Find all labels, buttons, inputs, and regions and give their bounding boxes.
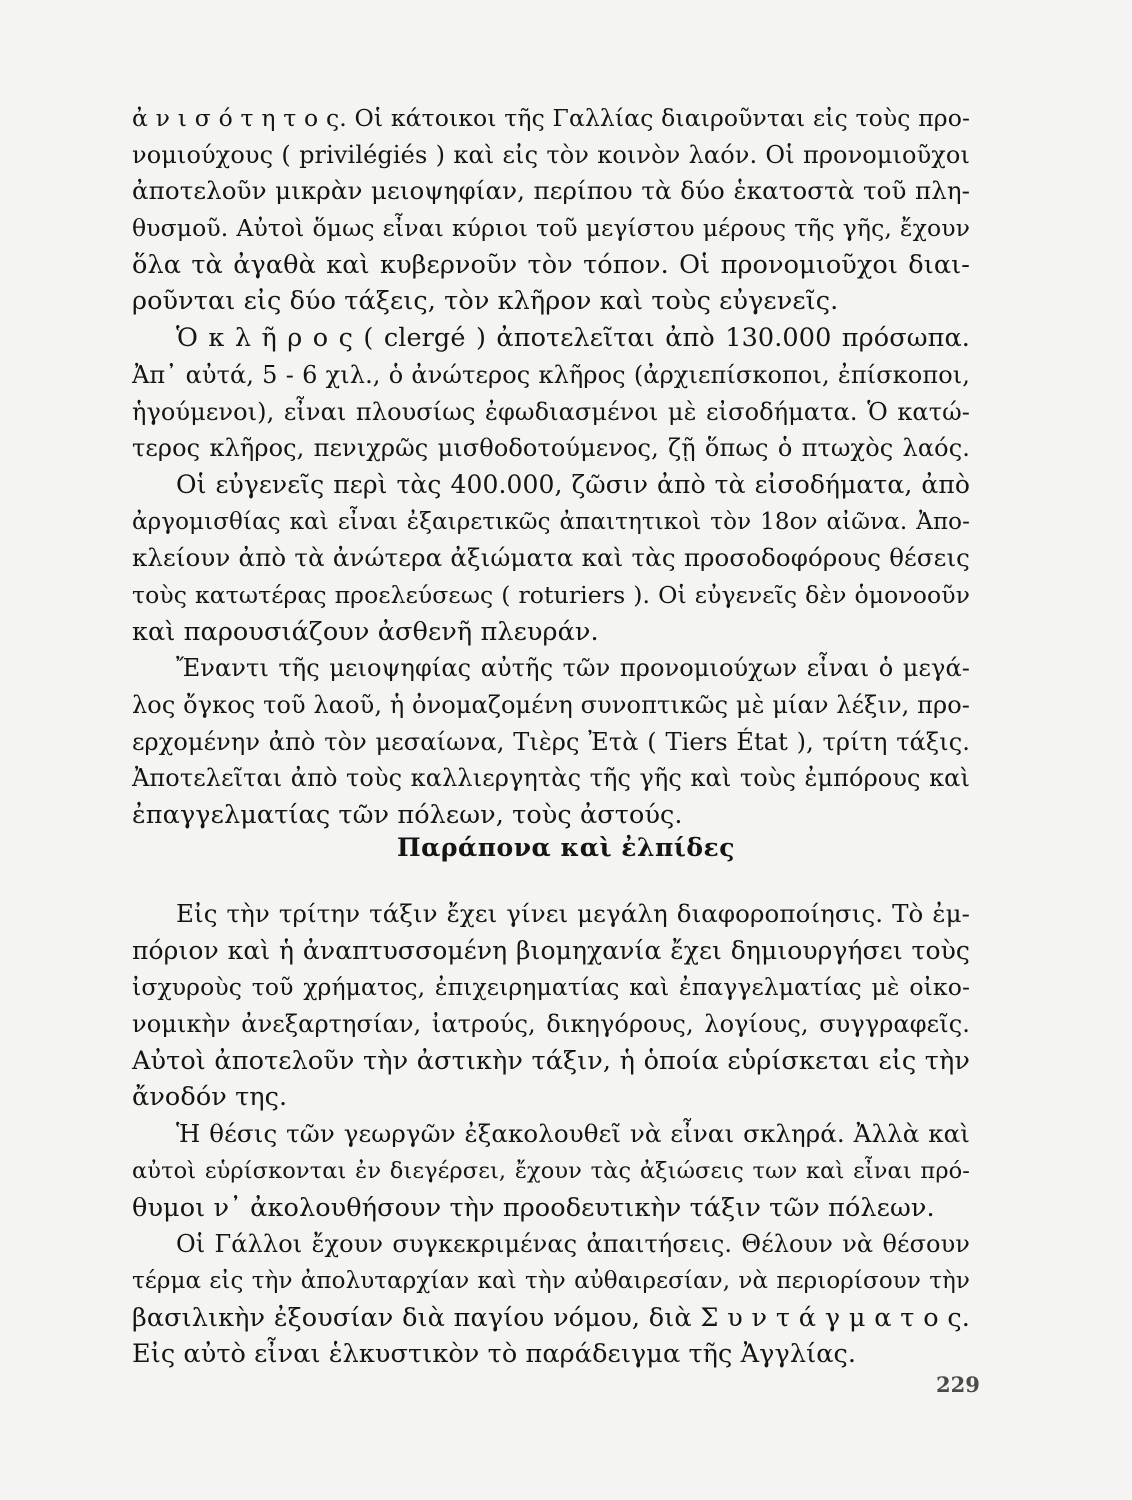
section-heading: Παράπονα καὶ ἐλπίδες <box>397 833 735 862</box>
text-line: τερος κλῆρος, πενιχρῶς μισθοδοτούμενος, ζῇ ὅπως ὁ πτωχὸς λαός. <box>132 434 970 463</box>
text-line: Αὐτοὶ ἀποτελοῦν τὴν ἀστικὴν τάξιν, ἡ ὁποία εὑρίσκεται εἰς τὴν <box>132 1045 970 1076</box>
text-line: Οἱ Γάλλοι ἔχουν συγκεκριμένας ἀπαιτήσεις. Θέλουν νὰ θέσουν <box>176 1230 970 1259</box>
text-line: νομιούχους ( privilégiés ) καὶ εἰς τὸν κοινὸν λαόν. Οἱ προνομιοῦχοι <box>132 140 970 169</box>
text-line: Ἀποτελεῖται ἀπὸ τοὺς καλλιεργητὰς τῆς γῆς καὶ τοὺς ἐμπόρους καὶ <box>132 764 970 793</box>
text-line: βασιλικὴν ἐξουσίαν διὰ παγίου νόμου, διὰ Σ υ ν τ ά γ μ α τ ο ς. <box>132 1302 970 1333</box>
text-line: ἀργομισθίας καὶ εἶναι ἐξαιρετικῶς ἀπαιτητικοὶ τὸν 18ον αἰῶνα. Ἀπο- <box>132 508 970 535</box>
text-line: Εἰς τὴν τρίτην τάξιν ἔχει γίνει μεγάλη διαφοροποίησις. Τὸ ἐμ- <box>176 899 970 928</box>
text-line: νομικὴν ἀνεξαρτησίαν, ἰατρούς, δικηγόρους, λογίους, συγγραφεῖς. <box>132 1010 970 1039</box>
text-line: ἡγούμενοι), εἶναι πλουσίως ἐφωδιασμένοι μὲ εἰσοδήματα. Ὁ κατώ- <box>132 397 970 426</box>
text-line: ερχομένην ἀπὸ τὸν μεσαίωνα, Τιὲρς Ἐτὰ ( Tiers État ), τρίτη τάξις. <box>132 727 970 756</box>
text-line: Ὁ κ λ ῆ ρ ο ς ( clergé ) ἀποτελεῖται ἀπὸ 130.000 πρόσωπα. <box>176 323 970 354</box>
text-line: ἰσχυροὺς τοῦ χρήματος, ἐπιχειρηματίας καὶ ἐπαγγελματίας μὲ οἰκο- <box>132 973 970 1002</box>
text-line: Ἡ θέσις τῶν γεωργῶν ἐξακολουθεῖ νὰ εἶναι σκληρά. Ἀλλὰ καὶ <box>176 1119 970 1149</box>
body-text-section-1 <box>132 100 970 834</box>
text-line: θυμοι ν᾽ ἀκολουθήσουν τὴν προοδευτικὴν τάξιν τῶν πόλεων. <box>132 1192 935 1223</box>
text-line: αὐτοὶ εὑρίσκονται ἐν διεγέρσει, ἔχουν τὰς ἀξιώσεις των καὶ εἶναι πρό- <box>132 1157 970 1184</box>
text-line: λος ὄγκος τοῦ λαοῦ, ἡ ὀνομαζομένη συνοπτικῶς μὲ μίαν λέξιν, προ- <box>132 691 970 719</box>
text-line: ἄνοδόν της. <box>132 1082 288 1113</box>
text-line: πόριον καὶ ἡ ἀναπτυσσομένη βιομηχανία ἔχει δημιουργήσει τοὺς <box>132 935 970 965</box>
text-line: θυσμοῦ. Αὐτοὶ ὅμως εἶναι κύριοι τοῦ μεγίστου μέρους τῆς γῆς, ἔχουν <box>132 214 970 243</box>
text-line: καὶ παρουσιάζουν ἀσθενῆ πλευράν. <box>132 616 599 647</box>
text-line: Ἀπ᾽ αὐτά, 5 - 6 χιλ., ὁ ἀνώτερος κλῆρος (ἀρχιεπίσκοποι, ἐπίσκοποι, <box>132 360 970 389</box>
text-line: κλείουν ἀπὸ τὰ ἀνώτερα ἀξιώματα καὶ τὰς προσοδοφόρους θέσεις <box>132 543 970 573</box>
text-line: Οἱ εὐγενεῖς περὶ τὰς 400.000, ζῶσιν ἀπὸ τὰ εἰσοδήματα, ἀπὸ <box>176 469 970 499</box>
text-line: ἀ ν ι σ ό τ η τ ο ς. Οἱ κάτοικοι τῆς Γαλλίας διαιροῦνται εἰς τοὺς προ- <box>132 104 970 132</box>
text-line: τέρμα εἰς τὴν ἀπολυταρχίαν καὶ τὴν αὐθαιρεσίαν, νὰ περιορίσουν τὴν <box>132 1267 970 1294</box>
text-line: Ἔναντι τῆς μειοψηφίας αὐτῆς τῶν προνομιούχων εἶναι ὁ μεγά- <box>176 654 970 683</box>
text-line: τοὺς κατωτέρας προελεύσεως ( roturiers ). Οἱ εὐγενεῖς δὲν ὁμονοοῦν <box>132 580 970 609</box>
page-number: 229 <box>936 1372 980 1397</box>
text-line: ἐπαγγελματίας τῶν πόλεων, τοὺς ἀστούς. <box>132 800 683 831</box>
text-line: ροῦνται εἰς δύο τάξεις, τὸν κλῆρον καὶ τοὺς εὐγενεῖς. <box>132 286 839 317</box>
body-text-section-2 <box>132 896 970 1373</box>
text-line: ἀποτελοῦν μικρὰν μειοψηφίαν, περίπου τὰ δύο ἑκατοστὰ τοῦ πλη- <box>132 176 970 206</box>
text-line: ὅλα τὰ ἀγαθὰ καὶ κυβερνοῦν τὸν τόπον. Οἱ προνομιοῦχοι διαι- <box>132 249 970 280</box>
text-line: Εἰς αὐτὸ εἶναι ἑλκυστικὸν τὸ παράδειγμα τῆς Ἀγγλίας. <box>132 1339 857 1370</box>
